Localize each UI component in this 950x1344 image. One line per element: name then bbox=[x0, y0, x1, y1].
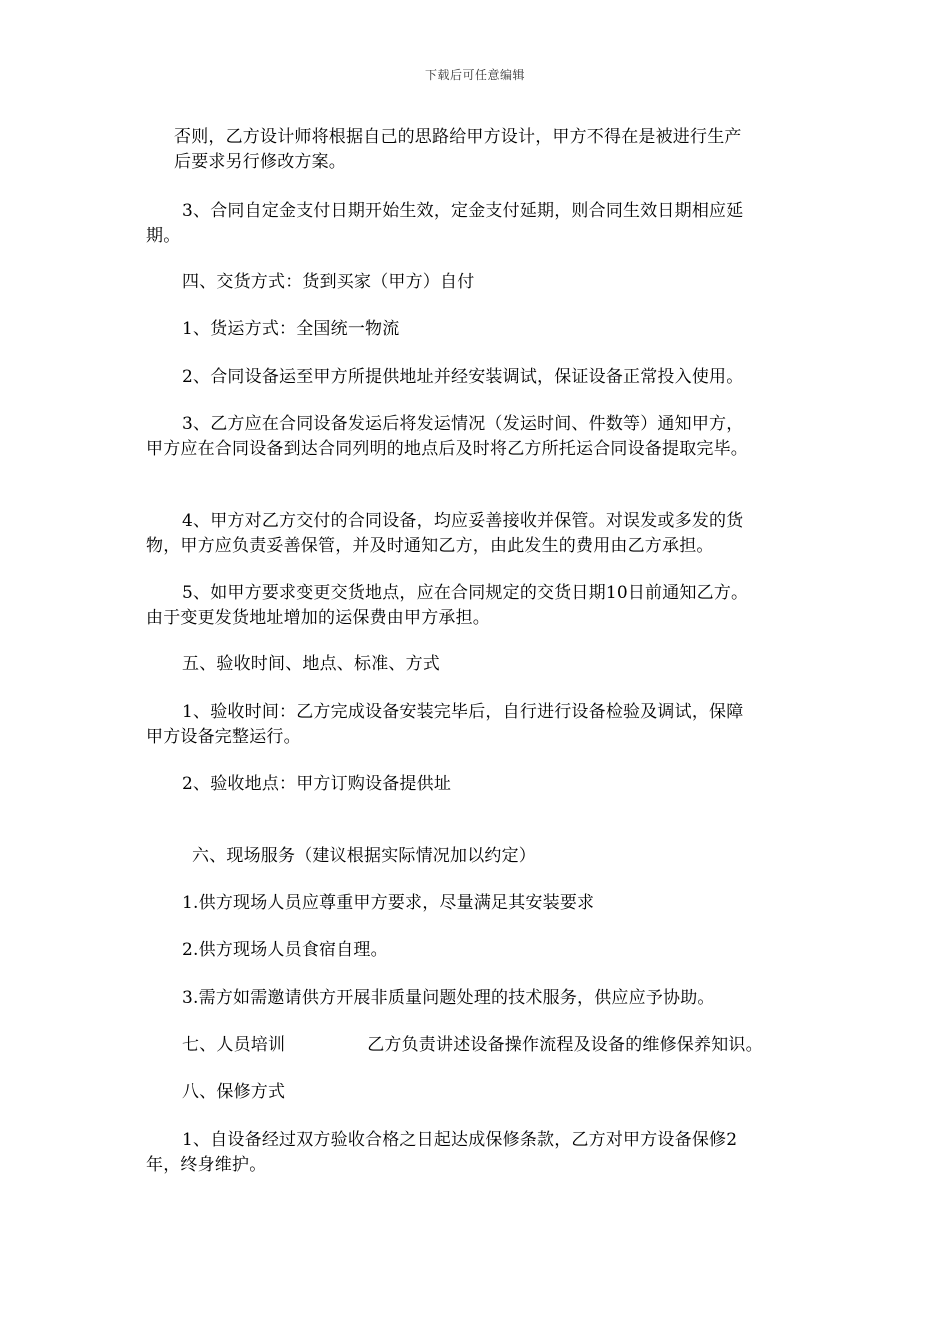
paragraph-text: 乙方负责讲述设备操作流程及设备的维修保养知识。 bbox=[367, 1035, 763, 1055]
page-header: 下载后可任意编辑 bbox=[424, 68, 525, 82]
paragraph-line: 物，甲方应负责妥善保管，并及时通知乙方，由此发生的费用由乙方承担。 bbox=[146, 536, 714, 556]
paragraph-line: 年，终身维护。 bbox=[146, 1155, 267, 1175]
paragraph-line: 2、验收地点：甲方订购设备提供址 bbox=[182, 774, 452, 794]
paragraph-line: 后要求另行修改方案。 bbox=[174, 152, 346, 172]
paragraph-line: 甲方设备完整运行。 bbox=[146, 727, 301, 747]
paragraph-line: 5、如甲方要求变更交货地点，应在合同规定的交货日期10日前通知乙方。 bbox=[182, 583, 749, 603]
paragraph-line: 期。 bbox=[146, 226, 181, 246]
paragraph-line: 4、甲方对乙方交付的合同设备，均应妥善接收并保管。对误发或多发的货 bbox=[182, 511, 744, 531]
paragraph-line: 3.需方如需邀请供方开展非质量问题处理的技术服务，供应应予协助。 bbox=[182, 988, 715, 1008]
paragraph-line: 1、自设备经过双方验收合格之日起达成保修条款，乙方对甲方设备保修2 bbox=[182, 1130, 738, 1150]
section-heading: 六、现场服务（建议根据实际情况加以约定） bbox=[192, 846, 536, 866]
paragraph-line: 3、合同自定金支付日期开始生效，定金支付延期，则合同生效日期相应延 bbox=[182, 201, 744, 221]
paragraph-line: 1、货运方式：全国统一物流 bbox=[182, 319, 400, 339]
paragraph-line: 由于变更发货地址增加的运保费由甲方承担。 bbox=[146, 608, 490, 628]
section-heading: 八、保修方式 bbox=[182, 1082, 286, 1102]
paragraph-line: 2、合同设备运至甲方所提供地址并经安装调试，保证设备正常投入使用。 bbox=[182, 367, 744, 387]
paragraph-line: 甲方应在合同设备到达合同列明的地点后及时将乙方所托运合同设备提取完毕。 bbox=[146, 439, 748, 459]
paragraph-line: 2.供方现场人员食宿自理。 bbox=[182, 940, 388, 960]
paragraph-line: 3、乙方应在合同设备发运后将发运情况（发运时间、件数等）通知甲方， bbox=[182, 414, 744, 434]
paragraph-line: 1.供方现场人员应尊重甲方要求，尽量满足其安装要求 bbox=[182, 893, 595, 913]
section-heading: 七、人员培训 bbox=[182, 1035, 286, 1055]
paragraph-line: 否则，乙方设计师将根据自己的思路给甲方设计，甲方不得在是被进行生产 bbox=[174, 127, 742, 147]
section-heading: 四、交货方式：货到买家（甲方）自付 bbox=[182, 272, 475, 292]
paragraph-line: 1、验收时间：乙方完成设备安装完毕后，自行进行设备检验及调试，保障 bbox=[182, 702, 744, 722]
section-line bbox=[182, 1035, 763, 1055]
section-heading: 五、验收时间、地点、标准、方式 bbox=[182, 654, 440, 674]
